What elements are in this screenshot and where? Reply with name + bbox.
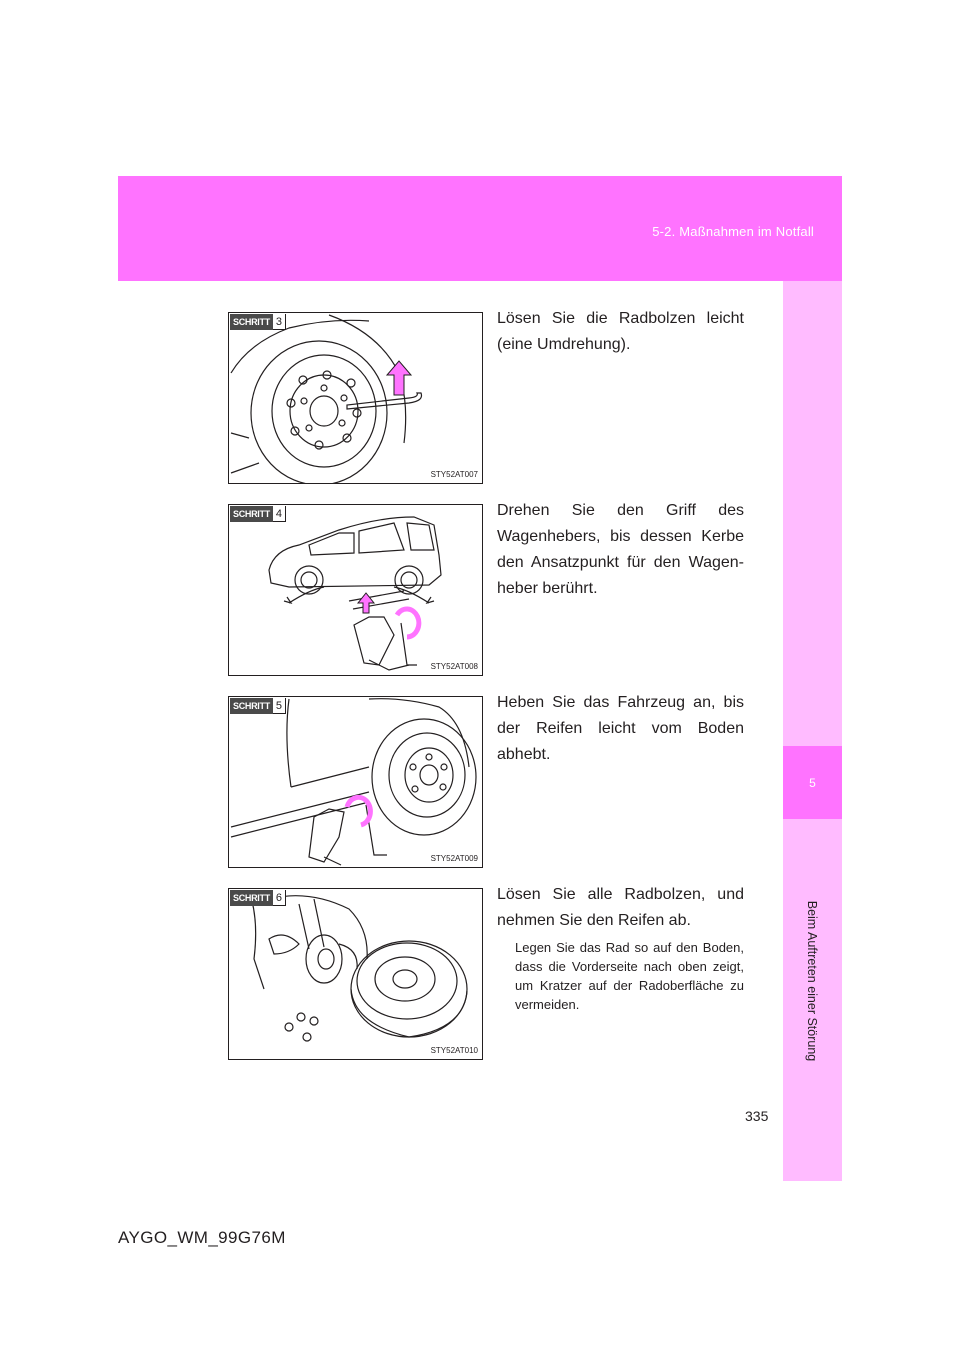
step-badge-label: SCHRITT — [230, 506, 273, 522]
chapter-number-tab[interactable] — [783, 746, 842, 819]
step-6-text: Lösen Sie alle Radbolzen, und nehmen Sie den Reifen ab. — [497, 886, 744, 929]
step-badge-label: SCHRITT — [230, 890, 273, 906]
arrow-up-icon — [358, 593, 374, 613]
arrow-up-icon — [387, 361, 411, 395]
step-badge-number: 4 — [273, 506, 286, 522]
chapter-side-tab[interactable] — [783, 281, 842, 1181]
wheel-loosen-illustration — [229, 313, 483, 484]
section-title: 5-2. Maßnahmen im Notfall — [652, 224, 814, 239]
footer-code: AYGO_WM_99G76M — [118, 1228, 286, 1247]
page-number: 335 — [745, 1108, 769, 1124]
figure-code: STY52AT008 — [430, 662, 478, 671]
figure-code: STY52AT007 — [430, 470, 478, 479]
step-badge-label: SCHRITT — [230, 314, 273, 330]
step-badge — [230, 506, 286, 522]
step-badge-number: 6 — [273, 890, 286, 906]
chapter-number: 5 — [809, 775, 816, 790]
step-4-figure — [228, 504, 483, 676]
figure-code: STY52AT010 — [430, 1046, 478, 1055]
step-3-figure — [228, 312, 483, 484]
step-badge — [230, 698, 286, 714]
chapter-title: Beim Auftreten einer Störung — [805, 900, 819, 1062]
step-5-figure — [228, 696, 483, 868]
step-5-text: Heben Sie das Fahrzeug an, bis der Reifen leicht vom Boden abhebt. — [497, 694, 744, 763]
rotate-arrow-icon — [397, 609, 419, 637]
lift-vehicle-illustration — [229, 697, 483, 868]
figure-code: STY52AT009 — [430, 854, 478, 863]
step-badge — [230, 314, 286, 330]
step-badge — [230, 890, 286, 906]
step-6-figure — [228, 888, 483, 1060]
header-band — [118, 176, 842, 281]
step-4-text: Drehen Sie den Griff des Wagenhebers, bis dessen Kerbe den Ansatzpunkt für den Wagen-heber berührt. — [497, 502, 744, 597]
car-jack-illustration — [229, 505, 483, 676]
step-badge-number: 3 — [273, 314, 286, 330]
step-3-text: Lösen Sie die Radbolzen leicht (eine Umdrehung). — [497, 310, 744, 353]
remove-wheel-illustration — [229, 889, 483, 1060]
step-badge-label: SCHRITT — [230, 698, 273, 714]
step-badge-number: 5 — [273, 698, 286, 714]
step-6-note: Legen Sie das Rad so auf den Boden, dass die Vorderseite nach oben zeigt, um Kratzer auf der Radoberfläche zu vermeiden. — [515, 940, 744, 1012]
